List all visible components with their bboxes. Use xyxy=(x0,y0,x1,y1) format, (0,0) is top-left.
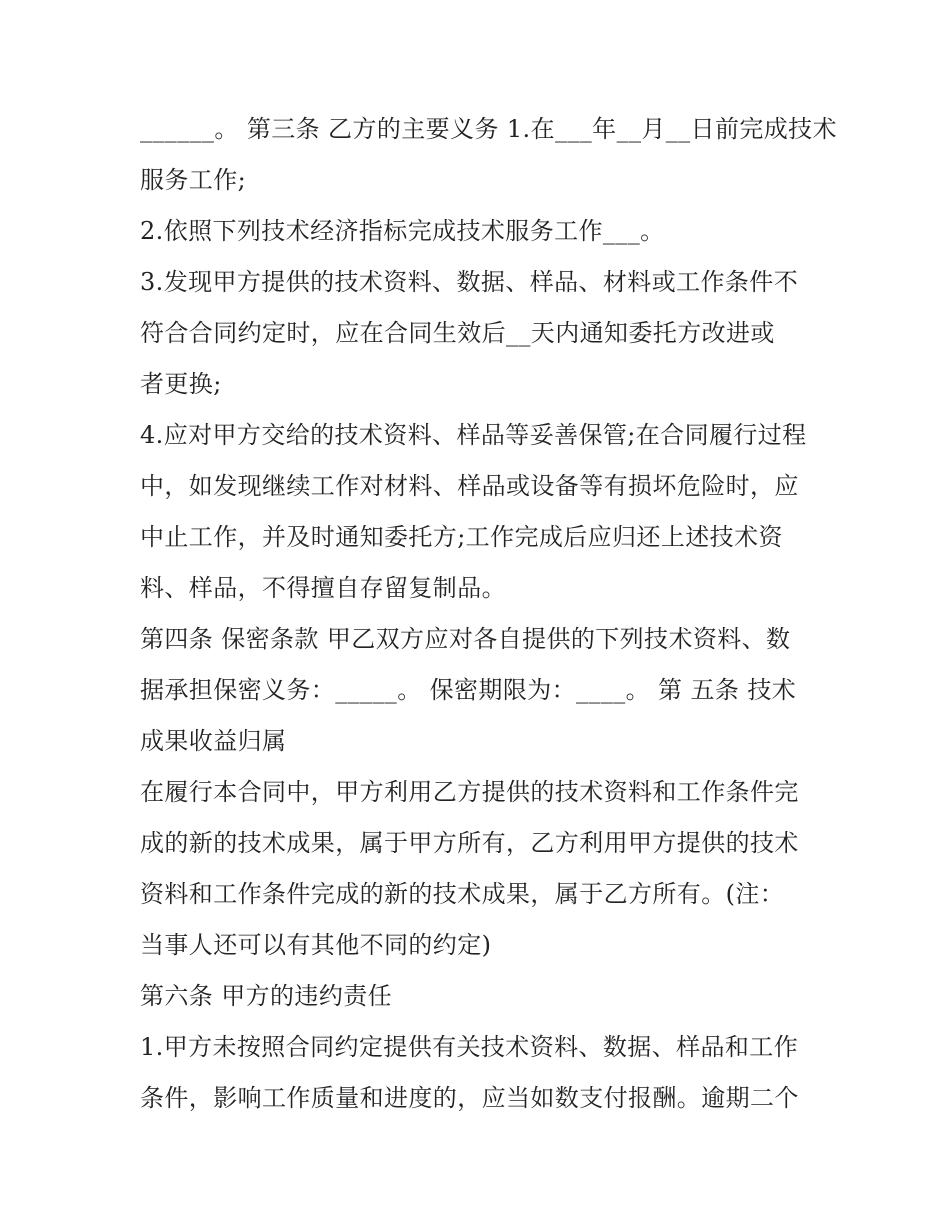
text-line: 资料和工作条件完成的新的技术成果，属于乙方所有。(注： xyxy=(140,880,785,908)
text-line: 符合合同约定时，应在合同生效后__天内通知委托方改进或 xyxy=(140,319,775,347)
text-line: 第四条 保密条款 甲乙双方应对各自提供的下列技术资料、数 xyxy=(140,625,791,653)
text-line: 者更换; xyxy=(140,370,222,398)
text-line: ______。 第三条 乙方的主要义务 1.在___年__月__日前完成技术 xyxy=(140,115,837,143)
text-line: 在履行本合同中，甲方利用乙方提供的技术资料和工作条件完 xyxy=(140,778,799,806)
text-line: 中止工作，并及时通知委托方;工作完成后应归还上述技术资 xyxy=(140,523,783,551)
text-line: 条件，影响工作质量和进度的，应当如数支付报酬。逾期二个 xyxy=(140,1084,799,1112)
text-line: 成果收益归属 xyxy=(140,727,287,755)
text-line: 当事人还可以有其他不同的约定) xyxy=(140,931,492,959)
text-line: 3.发现甲方提供的技术资料、数据、样品、材料或工作条件不 xyxy=(140,268,799,296)
contract-text xyxy=(140,104,837,1124)
text-line: 成的新的技术成果，属于甲方所有，乙方利用甲方提供的技术 xyxy=(140,829,799,857)
text-line: 服务工作; xyxy=(140,166,247,194)
text-line: 2.依照下列技术经济指标完成技术服务工作___。 xyxy=(140,217,665,245)
text-line: 据承担保密义务：_____。 保密期限为：____。 第 五条 技术 xyxy=(140,676,797,704)
text-line: 第六条 甲方的违约责任 xyxy=(140,982,393,1010)
text-line: 中，如发现继续工作对材料、样品或设备等有损坏危险时，应 xyxy=(140,472,799,500)
text-line: 1.甲方未按照合同约定提供有关技术资料、数据、样品和工作 xyxy=(140,1033,799,1061)
text-line: 料、样品，不得擅自存留复制品。 xyxy=(140,574,506,602)
text-line: 4.应对甲方交给的技术资料、样品等妥善保管;在合同履行过程 xyxy=(140,421,807,449)
